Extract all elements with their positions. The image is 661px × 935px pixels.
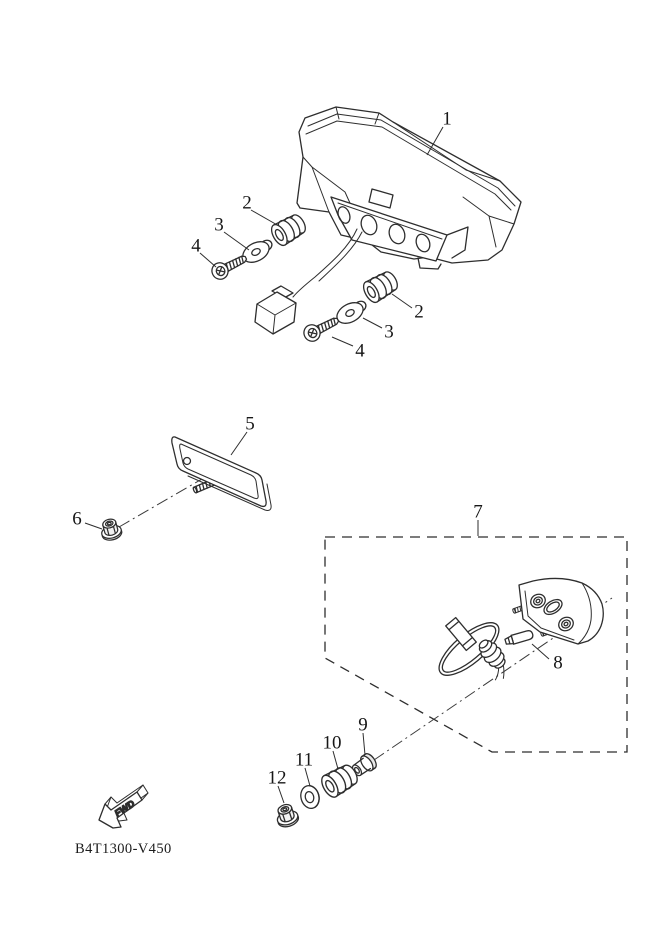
mount-nut-12 <box>273 802 300 829</box>
callout-5: 5 <box>245 413 255 435</box>
bulb <box>504 630 533 646</box>
callout-8: 8 <box>553 652 563 674</box>
callout-2a: 2 <box>242 192 252 214</box>
callout-3a: 3 <box>214 214 224 236</box>
callout-2b: 2 <box>414 301 424 323</box>
callout-3b: 3 <box>384 321 394 343</box>
callout-9: 9 <box>358 714 368 736</box>
license-light-wire-harness <box>431 614 516 684</box>
grommet-2b <box>360 268 401 305</box>
fwd-arrow-label: FWD <box>112 798 138 820</box>
reflector <box>172 437 271 511</box>
callout-4b: 4 <box>355 340 365 362</box>
drawing-code: B4T1300-V450 <box>75 841 172 857</box>
callout-4a: 4 <box>191 235 201 257</box>
callout-11: 11 <box>294 749 314 771</box>
callout-7: 7 <box>473 501 483 523</box>
callout-12: 12 <box>267 767 287 789</box>
fwd-arrow <box>99 785 148 828</box>
callout-10: 10 <box>322 732 342 754</box>
callout-1: 1 <box>442 108 452 130</box>
screw-4b <box>301 312 342 344</box>
reflector-nut <box>99 517 124 542</box>
kit-boundary-box <box>322 537 627 754</box>
reflector-assembly-axis <box>119 479 202 527</box>
grommet-2a <box>268 211 309 248</box>
mount-washer-11 <box>298 784 321 811</box>
taillight-assembly <box>297 107 521 269</box>
callout-6: 6 <box>72 508 82 530</box>
collar-3b <box>333 297 370 328</box>
